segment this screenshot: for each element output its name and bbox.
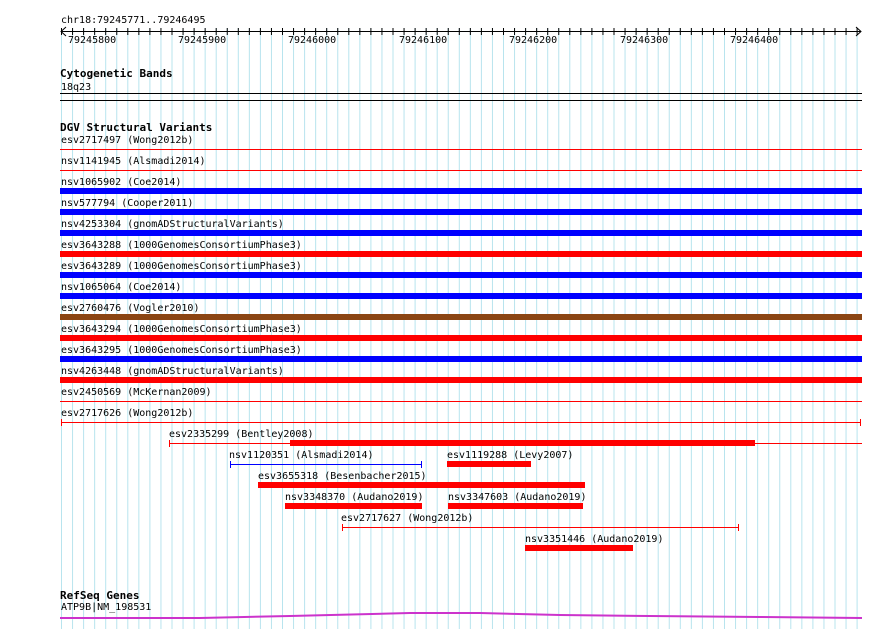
variant-label: nsv3347603 (Audano2019) xyxy=(448,492,587,503)
variant-label: esv2335299 (Bentley2008) xyxy=(169,429,314,440)
variant-label: nsv1065902 (Coe2014) xyxy=(61,177,182,188)
cytoband-bar[interactable] xyxy=(60,93,862,94)
ruler-tick-label: 79245900 xyxy=(178,35,227,46)
variant-bar[interactable] xyxy=(60,314,862,320)
variant-bar-start-cap xyxy=(230,461,231,468)
variant-label: esv2760476 (Vogler2010) xyxy=(61,303,200,314)
position-label: chr18:79245771..79246495 xyxy=(61,15,206,26)
variant-bar[interactable] xyxy=(61,422,861,423)
gene-label: ATP9B|NM_198531 xyxy=(61,602,152,613)
cytoband-label: 18q23 xyxy=(61,82,92,93)
variant-bar-start-cap xyxy=(61,419,62,426)
variant-bar[interactable] xyxy=(60,149,862,150)
ruler-tick-label: 79245800 xyxy=(68,35,117,46)
variant-bar[interactable] xyxy=(448,503,583,509)
variant-label: esv2717627 (Wong2012b) xyxy=(341,513,474,524)
variant-bar[interactable] xyxy=(525,545,633,551)
variant-label: esv2717626 (Wong2012b) xyxy=(61,408,194,419)
variant-bar-start-cap xyxy=(342,524,343,531)
cytobands-title: Cytogenetic Bands xyxy=(60,67,173,80)
ruler-tick-label: 79246200 xyxy=(509,35,558,46)
variant-label: esv3643294 (1000GenomesConsortiumPhase3) xyxy=(61,324,302,335)
variant-bar[interactable] xyxy=(447,461,531,467)
variant-bar[interactable] xyxy=(60,230,862,236)
ruler-tick-label: 79246400 xyxy=(730,35,779,46)
refseq-title: RefSeq Genes xyxy=(60,589,140,602)
variant-label: esv2717497 (Wong2012b) xyxy=(61,135,194,146)
dgv-title: DGV Structural Variants xyxy=(60,121,213,134)
variant-label: nsv4263448 (gnomADStructuralVariants) xyxy=(61,366,284,377)
variant-label: nsv577794 (Cooper2011) xyxy=(61,198,194,209)
gene-model[interactable] xyxy=(0,608,890,622)
variant-label: nsv1141945 (Alsmadi2014) xyxy=(61,156,206,167)
variant-bar[interactable] xyxy=(60,209,862,215)
ruler-tick-label: 79246300 xyxy=(620,35,669,46)
variant-bar[interactable] xyxy=(285,503,422,509)
variant-bar[interactable] xyxy=(60,356,862,362)
variant-bar[interactable] xyxy=(60,335,862,341)
variant-bar[interactable] xyxy=(60,401,862,402)
variant-bar-end-cap xyxy=(860,419,861,426)
variant-bar[interactable] xyxy=(230,464,422,465)
variant-label: esv3655318 (Besenbacher2015) xyxy=(258,471,427,482)
variant-bar-start-cap xyxy=(169,440,170,447)
variant-label: nsv1065064 (Coe2014) xyxy=(61,282,182,293)
variant-label: nsv4253304 (gnomADStructuralVariants) xyxy=(61,219,284,230)
variant-bar[interactable] xyxy=(60,272,862,278)
ruler-tick-label: 79246000 xyxy=(288,35,337,46)
variant-bar[interactable] xyxy=(60,251,862,257)
variant-bar-end-cap xyxy=(738,524,739,531)
variant-bar[interactable] xyxy=(60,377,862,383)
ruler-tick-label: 79246100 xyxy=(399,35,448,46)
variant-bar-end-cap xyxy=(421,461,422,468)
variant-bar[interactable] xyxy=(60,170,862,171)
track-separator xyxy=(60,100,862,101)
variant-label: esv1119288 (Levy2007) xyxy=(447,450,574,461)
variant-label: esv3643295 (1000GenomesConsortiumPhase3) xyxy=(61,345,302,356)
variant-bar[interactable] xyxy=(258,482,585,488)
variant-label: nsv3348370 (Audano2019) xyxy=(285,492,424,503)
variant-bar[interactable] xyxy=(290,440,755,446)
variant-label: esv3643289 (1000GenomesConsortiumPhase3) xyxy=(61,261,302,272)
variant-label: nsv1120351 (Alsmadi2014) xyxy=(229,450,374,461)
variant-bar[interactable] xyxy=(60,188,862,194)
variant-bar[interactable] xyxy=(60,293,862,299)
variant-label: esv3643288 (1000GenomesConsortiumPhase3) xyxy=(61,240,302,251)
variant-bar[interactable] xyxy=(342,527,739,528)
variant-label: esv2450569 (McKernan2009) xyxy=(61,387,212,398)
ruler[interactable] xyxy=(0,0,890,40)
variant-label: nsv3351446 (Audano2019) xyxy=(525,534,664,545)
